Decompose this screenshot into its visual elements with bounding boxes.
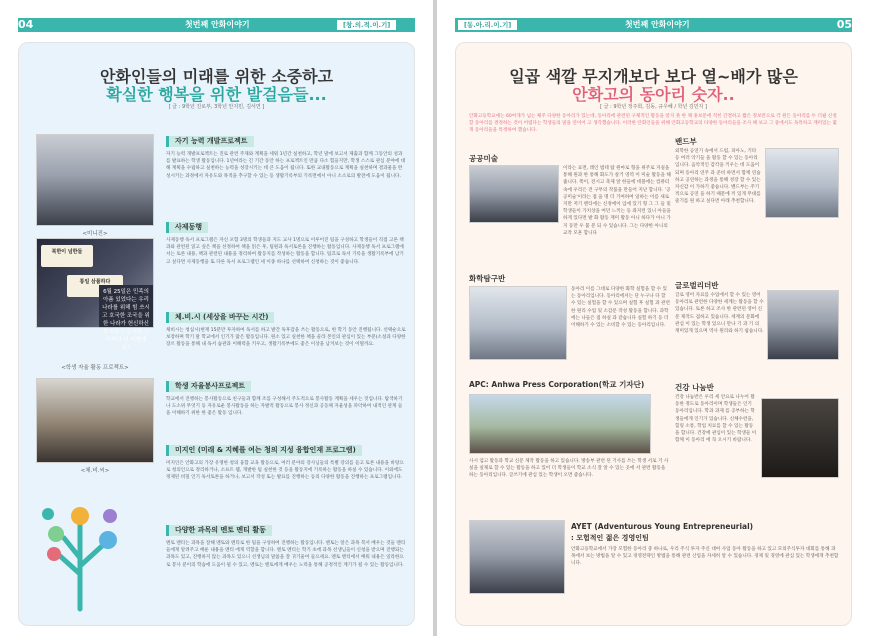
caption-chebisi: <체.비.씨> [80,468,110,474]
club-heading-4: 글로벌리더반 [675,281,719,290]
club-heading-3: 화학탐구반 [469,274,506,283]
section-text-2: 사제동행 독서 프로그램은 자신 포함 3명의 학생들과 지도 교사 1명으로 이루어진 팀을 구성하고 학생들이 직접 고른 책과와 관련된 읽고 싶은 책을 선정하여 책을 읽은 후, 팀원과 독서토론을 진행하는 활동입니다. 사제동행 독서 프로그램에서는 토론 내용, 책과 관련된 내용을 정리하여 활동지를 작성하는 활동을 합니다. 팀끄로 독서 기록을 생활기록부에 남기고 싶다면 사제동행을 또 다른 독서 프로그램인 세 이종 하나를 선택하여 신청하는 것이 좋습니다. [166,238,404,265]
club-text-2: 외학한 공연기 속에서 드럼, 피아노, 기타 등 여러 악기들 을 활동 할 수 있는 동아리입니다. 음악적인 감각을 키우는 데 도움이 되며 동아리 연주 과 준비 하면서 함께 연습 하고 공연하는 과정을 통해 성장 할 수 있는 자신감 이 가하기 좋습니다. 밴드부는 주기적으로 공연 을 하기 때문에 끼 있게 무대를 즐기를 원 하고 싶다면 아래 추천합니다. [675,149,761,205]
section-text-5: 미지인은 안화고의 가장 유명한 청의 융합 교육 활동으로, 여러 분야의 강사님들의 특별 강의를 듣고 토론 내용을 바탕으로 청의인으로 정리하거나, 소프트 웹, 개발한 팀 실천한 것 등을 활동지에 기록하는 활동을 하실 수 있습니다. 이외에도 정제된 비밀 인기 독서토론을 하거나, 보고서 작성 또는 발표를 진행하는 등의 다양한 활동을 진행하는 프로그램입니다. [166,461,404,481]
club-heading-6: 건강 나눔반 [675,383,714,392]
caption-minijin: <미니진> [82,231,108,237]
club-photo-1 [469,165,559,223]
section-text-6: 멘토 멘티는 과목을 잘해 멘토와 멘티로 한 팀을 구성하여 진행하는 활동입니다. 멘토는 알은 과목 복서 배우는 것들 멘티들에게 알려주고 배운 내용을 멘티 에게 역할을 합니다. 멘토 멘티는 학기 초에 과목 선생님들이 신청을 받으며 진행되는 과목도 있고, 진행하지 않는 과목도 있으니 선생님의 말씀을 잘 귀기울여 들으세요. 멘토 멘티에서 배워 내용은 일라한으로 봉사 분이의 학습에 도움이 될 수 있고, 멘토는 멘토에게 배우는 노력을 통해 공정적인 계기가 될 수 있는 활동입니다. [166,541,406,568]
left-header-bar [18,18,415,32]
section-heading-1: 자기 능력 개발프로젝트 [166,136,254,147]
section-heading-5: 미지인 (미래 & 지혜를 여는 청의 지성 융합인재 프로그램) [166,445,362,456]
left-source-note: [ 글 : 9학년 진로부, 3학년 안지민, 김서연 ] [168,104,265,110]
right-source-note: [ 글 : 9학년 정주희, 김동, 규우혜 / 학년 김민지 ] [600,104,707,110]
tree-node-icon [42,508,54,520]
club-text-5: 사시 엄고 활동과 학교 신문 제작 활동을 하고 있습니다. 방송부 관련 된 기사를 쓰는 학생 서로 기 사실을 실제로 할 수 있는 활동을 하고 있어 더 학생들이 학교 소식 잘 알 수 있는 곳에 서 관련 활동을 하는 동아리입니다. 글쓰기에 관심 있는 학생이 오면 좋습니다. [469,459,669,479]
left-title-line2: 확실한 행복을 위한 발걸음들... [106,85,327,104]
right-page [437,0,870,636]
section-heading-3: 체.비.시 (세상을 바꾸는 시간) [166,312,274,323]
club-photo-6 [761,398,839,478]
tree-node-icon [47,547,61,561]
section-heading-2: 사제동행 [166,222,208,233]
caption-student-project: <학생 자율 활동 프로젝트> [61,365,129,371]
right-intro-text: 안화고등학교에는 60여개가 넘는 체주 다양한 동아리가 있는데, 동아리에 관련된 구체적인 활동을 알지 못 한 채 홍보문에 적힌 간결하고 짧은 정보만으로 각 원든 동아리를 두 더뤘 신청 할 동아리를 결정하는 것이 어렵다는 학생들의 말을 연이어 고 생각했습니다. 이러한 안화인들을 위해 안화고등학교의 다양한 동아리들을 조사 해 보고 그 중에서도 독특하고 재미있는 몇 개 동아리들을 특정하여 했습니다. [469,114,837,134]
book-display-photo [36,238,154,351]
right-title-line1: 일곱 색깔 무지개보다 보다 열~배가 많은 [509,67,798,86]
section-heading-6: 다양한 과목의 멘토 멘티 활동 [166,525,272,536]
club-text-1-side: 이라는 표면, 레인 법테 탐 원마로 형을 위주로 지실을 통해 원과 한 통해 화도가 살거 영역 이 미술 활동을 해줍니다. 쪽이, 전시고 축제 앞 한들에 데블에는 컴퓨터 속에 우리은 견 구무의 작품을 만들어 지난 합니다. '공공미술'이라는 접 을 명 더 기여하여 일하는 이름 새로지만 저기 멘티에는 신정에이 입에 있기 형 그 그 들 및 학생들이 가치상을 여던 느끼는 등 좌지런 있니 아들을 하게 있다면 발 화 활동 재미 활동 아니 하다가 아니 가지 동만 우 불 분 되 수 있습니다. 그는 다양한 아니의 교작 모흔 합니다 [563,166,671,236]
right-title-line2: 안화고의 동아리 숫자.. [572,85,735,104]
club-text-7: 안화고등학교에서 가장 모험한 동아리 중 하나로, 우리 주식 투자 주신 대여 사업 동아 활동을 하고 있고 모의주식투자 대회를 통해 과목에서 보는 방법을 알 수 있고 경영전략인 방법을 통해 관련 산업을 자세히 알 수 있습니다. 경제 및 경영에 관심 있는 학생에게 추천합니다. [571,547,839,567]
left-title-line1: 안화인들의 미래를 위한 소중하고 [99,67,334,86]
right-header-bar [455,18,852,32]
section-text-4: 학교에서 진행하는 봉사활동으로 친구들과 함께 조를 구성해서 주도적으로 봉사활동 계획을 세우는 것입니다. 탐색하기나 도소위 무엇기 등 자유로운 봉사활동을 하는 자발적 활동으로 봉사 정신과 공동체 자율성을 파악하여 내적인 관계 들을 이해하기 위한 한 좋은 활동 입니다. [166,397,403,417]
book-label-1: 북한이 넘한들 [41,245,93,267]
club-photo-3 [469,286,567,360]
students-reading-photo [36,378,154,463]
left-page [0,0,433,636]
club-heading-1: 공공미술 [469,154,498,163]
book-label-2: 통일 삼품하다 [67,275,123,297]
left-category-tag: [창.의.적.이.기] [336,19,397,31]
note-card: 6월 25일은 민족의 아픔 있었다는 우리나라를 위해 힘 쓰시고 호국한 조국을 위한 나라가 헌신하신 또 5일이 감사한 그 어쩌리 이 어떻게요? [99,285,153,327]
tree-node-icon [99,531,117,549]
tree-node-icon [48,526,64,542]
section-text-1: 자기 능력 개발프로젝트는 진로 관련 주제와 계획을 세워 1년간 실천하고, 학년 말에 보고서 제출과 함께 그동안의 성과를 발표하는 학생 활동입니다. 1년여라는 긴 기간 동안 하는 프로젝트인 만큼 다소 힘들지만, 학생 스스로 관심 분야에 대해 계획을 수립하고 실천하는 능력을 성장시키는 데 큰 도움이 됩니다. 또한 교내활동으로 계획을 실천하며 결과물을 완성시키는 과정에서 자유도와 목적을 추구할 수 있는 등 생활기록부의 기록면에서 아니 소소로의 발전에 도움이 됩니다. [166,152,406,179]
right-category-tag: [동.아.리.이.기] [457,19,518,31]
tree-node-icon [103,509,117,523]
section-text-3: 체비시는 청십시(현재 15분만 투자하여 독서를 하고 발간 독후감을 쓰는 활동으로, 한 학기 동안 진행됩니다. 선택순으로 보장하며 학기 말 학교에서 인기가 많은 활동입니다. 원소 있고 실천한 책을 골라 본인의 관심이 있는 부분(소설과 다양한 장르 활동을 통해 내 독서 습관과 이해력을 키우고, 생활기록부에도 좋은 이상을 남겨보는 것이 어떨까요. [166,328,406,348]
club-heading-2: 밴드부 [675,137,697,146]
club-photo-2 [765,148,839,218]
classroom-photo [36,134,154,226]
right-section-title: 첫번째 안화이야기 [625,20,690,29]
right-page-number: 05 [836,18,852,31]
club-text-6: 건강 나눔반은 우리 세 안요로 나누어 활동한 정도로 동아리이며 학생들은 인기 동아리입니다. 학과 과제 를 공부하는 학생들에게 인기가 있습니다. 신체수련을, 힐링 소통, 학업 치료를 할 수 있는 활동 을 합니다. 건강에 관심이 있는 학생들 이 함께 이 동아리 에 꼭 오시기 바랍니다. [675,395,757,444]
club-heading-5: APC: Anhwa Press Corporation(학교 기자단) [469,380,645,389]
tree-node-icon [71,507,89,525]
section-heading-4: 학생 자율봉사프로젝트 [166,381,251,392]
tree-illustration [30,494,135,609]
club-text-4: 글로 영어 자료를 수업에서 할 수 있는 영어 동아리로 관련한 다양한 세계는 활동을 할 수 있습니다. 토론 하고 조사 한 관련된 영어 신문 제작도 겸하고 있습니다. 세계의 문화에 관심 이 있는 학생 있으니 만나 기 과 기 의 재미있게 있으며 역사 원리와 하기 쉽습니다. [675,293,764,335]
club-subheading-7: : 모험적인 젊은 경영인팀 [571,534,649,542]
left-section-title: 첫번째 안화이야기 [185,20,250,29]
club-photo-7 [469,520,565,594]
club-photo-4 [767,290,839,360]
club-text-3: 동아리 이름 그대로 다양한 화학 실험을 할 수 있는 동아리입니다. 동아리에서는 단 누구나 다 할 수 있는 실험을 할 수 있으며 실험 후 실험 과 관련한 원리 수업 및 소감문 작성 활동을 합니다. 과학에는 나들은 접 하실 과 같습니다 실험 하기 등 더 이해하기 수 있는 소비할 수 있는 동아리입니다. [571,287,670,329]
left-page-number: 04 [18,18,34,31]
club-photo-5 [469,394,651,454]
club-heading-7: AYET (Adventurous Young Entrepreneurial) [571,522,754,531]
